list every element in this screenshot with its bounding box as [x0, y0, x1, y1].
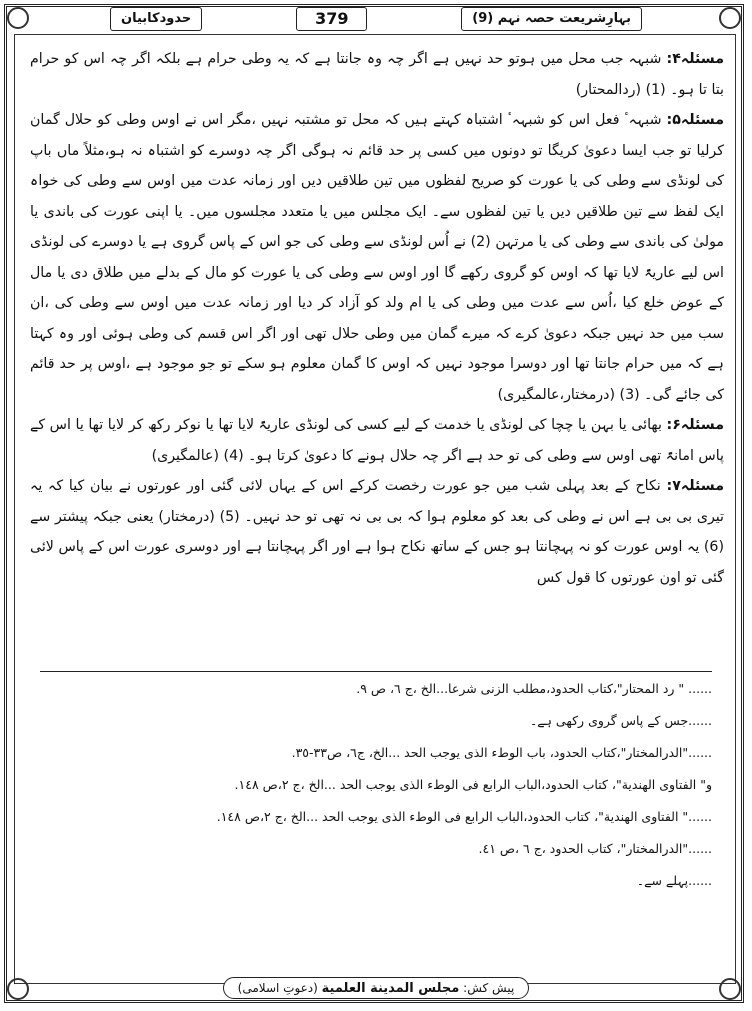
corner-ornament-icon [7, 7, 29, 29]
masala-7 [30, 471, 724, 593]
footnote-3b: و" الفتاوى الهندية"، كتاب الحدود،الباب الرابع فى الوطء الذى يوجب الحد ...الخ ،ج ٢،ص ١٤٨. [234, 777, 712, 792]
publisher-prefix: پیش کش: [463, 981, 515, 995]
chapter-title: حدودکابیان [110, 7, 202, 31]
footnote-3: ......"الدرالمختار"،كتاب الحدود، باب الوطء الذى يوجب الحد ...الخ، ج٦، ص٣٣-٣٥. [291, 745, 712, 760]
masala-text: بھائی یا بہن یا چچا کی لونڈی یا خدمت کے لیے کسی کی لونڈی عاریۃً لایا تھا یا نوکر رکھ کر لایا تھا یا اس کے پاس امانۃً تھی اوس سے وطی کی تو حد ہے اگر چہ حلال ہونے کا دعویٰ کرتا ہو۔ (4) (عالمگیری) [30, 417, 724, 464]
masala-text: نکاح کے بعد پہلی شب میں جو عورت رخصت کرکے اس کے یہاں لائی گئی اور عورتوں نے بیان کیا کہ یہ تیری بی بی ہے اس نے وطی کی بعد کو معلوم ہوا کہ بی بی نہ تھی تو حد نہیں۔ (5) (درمختار) یعنی جبکہ پیشتر سے (6) یہ اوس عورت کو نہ پہچانتا ہو جس کے ساتھ نکاح ہوا ہے اور اگر پہچانتا ہے اور دوسری عورت اس کے پاس لائی گئی تو اون عورتوں کا قول کس [30, 478, 724, 586]
masala-label: مسئلہ۵: [666, 112, 724, 128]
footnote-5: ......"الدرالمختار"، كتاب الحدود ،ج ٦ ،ص ٤١. [478, 841, 712, 856]
masala-text: شبہہٴ فعل اس کو شبہہٴ اشتباہ کہتے ہیں کہ محل تو مشتبہ نہیں ،مگر اس نے اوس وطی کو حلال گمان کرلیا تو جب ایسا دعویٰ کریگا تو دونوں میں کسی پر حد قائم نہ ہوگی اگر چہ دوسرے کو اشتباہ نہ ہو،مثلاً ماں باپ کی لونڈی سے وطی کی یا عورت کو صریح لفظوں میں تین طلاقیں دیں اور زمانہ عدت میں اوس سے وطی کی خواہ ایک لفظ سے تین طلاقیں دیں یا تین لفظوں سے۔ ایک مجلس میں یا متعدد مجلسوں میں۔ یا اپنی عورت کی باندی یا مولیٰ کی باندی سے وطی کی یا مرتہن (2) نے اُس لونڈی سے وطی کی جو اس کے پاس گروی ہے یا دوسرے کی لونڈی اس لیے عاریۃً لایا تھا کہ اوس کو گروی رکھے گا اور اوس سے وطی کی یا عورت کو مال کے بدلے میں طلاق دی یا مال کے عوض خلع کیا ،اُس سے عدت میں وطی کی یا ام ولد کو آزاد کر دیا اور زمانہ عدت میں اوس سے وطی کی ،ان سب میں حد نہیں جبکہ دعویٰ کرے کہ میرے گمان میں وطی حلال تھی اور اگر اس قسم کی وطی ہوئی اور وہ کہتا ہے کہ میں حرام جانتا تھا اور دوسرا موجود نہیں کہ اوس کا گمان معلوم ہو سکے تو جو موجود ہے ،اوس پر حد قائم کی جائے گی۔ (3) (درمختار،عالمگیری) [30, 112, 724, 403]
footnote-2: ......جس کے پاس گروی رکھی ہے۔ [529, 713, 712, 728]
masala-4 [30, 44, 724, 105]
corner-ornament-icon [719, 7, 741, 29]
masala-5 [30, 105, 724, 410]
footnote-4: ......" الفتاوى الهندية"، كتاب الحدود،الباب الرابع فى الوطء الذى يوجب الحد ...الخ ،ج ٢،ص ١٤٨. [216, 809, 712, 824]
main-text [30, 44, 724, 593]
footnote-1: ...... " رد المحتار"،كتاب الحدود،مطلب الزنى شرعا...الخ ،ج ٦، ص ٩. [356, 681, 712, 696]
publisher-box [223, 977, 530, 999]
masala-label: مسئلہ۶: [666, 417, 724, 433]
footnote-divider [40, 671, 712, 672]
publisher-suffix: (دعوتِ اسلامی) [237, 981, 318, 995]
page-number: 379 [296, 7, 367, 31]
book-title: بہارِشریعت حصہ نہم (9) [461, 7, 642, 31]
masala-6 [30, 410, 724, 471]
page-footer [0, 977, 752, 999]
masala-label: مسئلہ۴: [666, 51, 724, 67]
publisher-name: مجلس المدينة العلمية [321, 981, 460, 996]
footnote-6: ......پہلے سے۔ [636, 873, 712, 888]
masala-text: شبہہ جب محل میں ہوتو حد نہیں ہے اگر چہ وہ جانتا ہے کہ یہ وطی حرام ہے بلکہ اگر چہ اس کو حرام بتا تا ہو۔ (1) (ردالمحتار) [30, 51, 724, 98]
page-header [110, 6, 642, 32]
masala-label: مسئلہ۷: [666, 478, 724, 494]
